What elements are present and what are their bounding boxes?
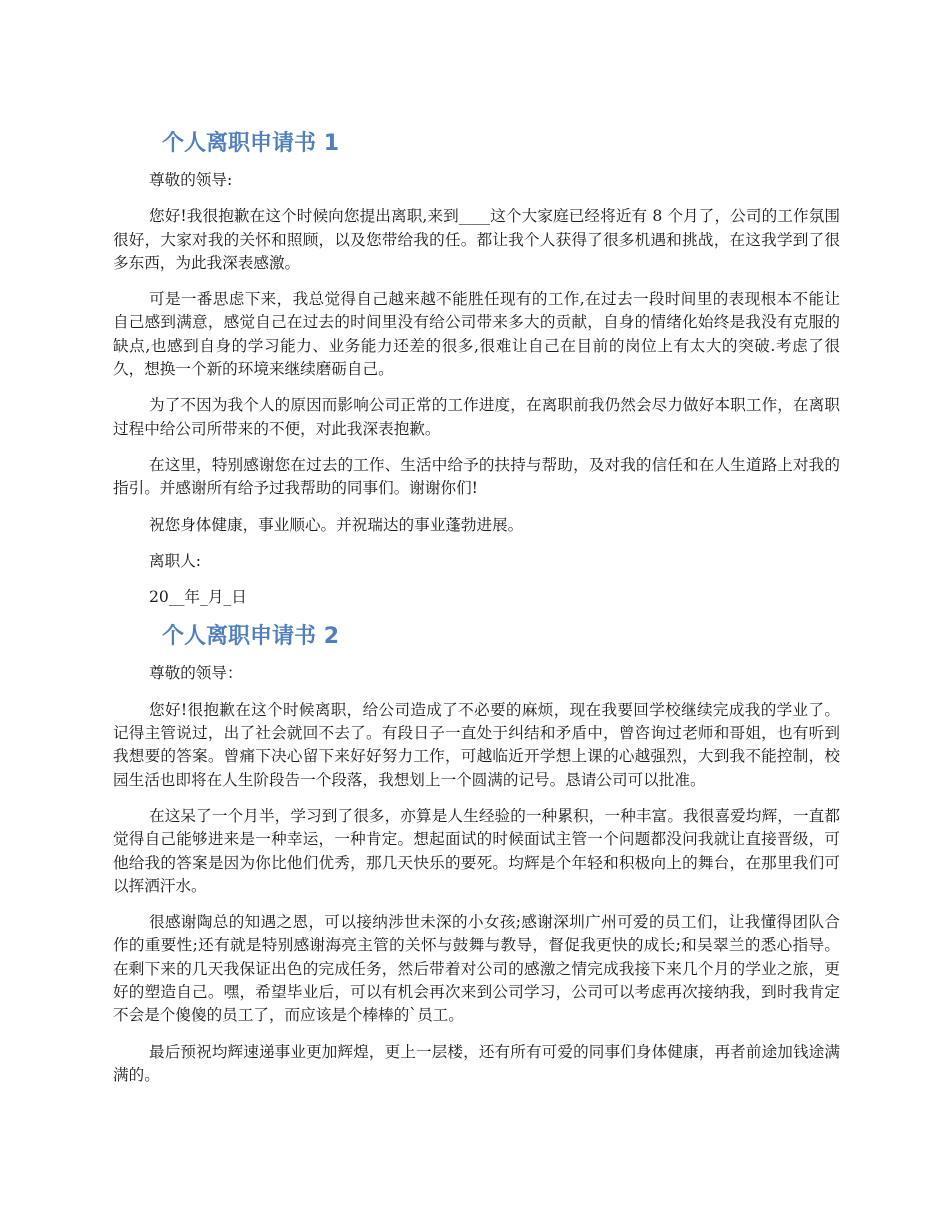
letter2-title-text: 个人离职申请书: [162, 624, 317, 650]
letter2-title-number: 2: [323, 624, 339, 650]
letter2-title: [162, 621, 840, 653]
letter1-paragraph: 为了不因为我个人的原因而影响公司正常的工作进度，在离职前我仍然会尽力做好本职工作，在离职过程中给公司所带来的不便，对此我深表抱歉。: [113, 396, 840, 438]
letter2-paragraph: 在这呆了一个月半，学习到了很多，亦算是人生经验的一种累积，一种丰富。我很喜爱均辉，一直都觉得自己能够进来是一种幸运，一种肯定。想起面试的时候面试主管一个问题都没问我就让直接晋级，可他给我的答案是因为你比他们优秀，那几天快乐的要死。均辉是个年轻和积极向上的舞台，在那里我们可以挥洒汗水。: [113, 806, 840, 895]
letter1-paragraph: 在这里，特别感谢您在过去的工作、生活中给予的扶持与帮助，及对我的信任和在人生道路上对我的指引。并感谢所有给予过我帮助的同事们。谢谢你们!: [113, 455, 840, 498]
letter1-title: [162, 128, 840, 160]
letter1-paragraph: 祝您身体健康，事业顺心。并祝瑞达的事业蓬勃进展。: [149, 515, 524, 534]
letter2-paragraph: 很感谢陶总的知遇之恩，可以接纳涉世未深的小女孩;感谢深圳广州可爱的员工们，让我懂得团队合作的重要性;还有就是特别感谢海亮主管的关怀与鼓舞与教导，督促我更快的成长;和吴翠兰的悉心指导。在剩下来的几天我保证出色的完成任务，然后带着对公司的感激之情完成我接下来几个月的学业之旅，更好的塑造自己。嘿，希望毕业后，可以有机会再次来到公司学习，公司可以考虑再次接纳我，到时我肯定不会是个傻傻的员工了，而应该是个棒棒的`员工。: [113, 913, 840, 1025]
letter1-paragraph: 可是一番思虑下来，我总觉得自己越来越不能胜任现有的工作,在过去一段时间里的表现根本不能让自己感到满意，感觉自己在过去的时间里没有给公司带来多大的贡献，自身的情绪化始终是我没有克服的缺点,也感到自身的学习能力、业务能力还差的很多,很难让自己在目前的岗位上有太大的突破.考虑了很久，想换一个新的环境来继续磨砺自己。: [113, 290, 840, 379]
letter1-signature-label: 离职人:: [149, 551, 202, 570]
letter2-paragraph: 最后预祝均辉速递事业更加辉煌，更上一层楼，还有所有可爱的同事们身体健康，再者前途加钱途满满的。: [113, 1042, 840, 1084]
letter1-date-line: 20__年_月_日: [149, 588, 247, 607]
letter1-salutation: 尊敬的领导:: [149, 171, 233, 189]
document-content: [113, 128, 840, 1087]
letter1-title-text: 个人离职申请书: [162, 131, 317, 156]
letter1-paragraph: 您好!我很抱歉在这个时候向您提出离职,来到____这个大家庭已经将近有 8 个月了，公司的工作氛围很好，大家对我的关怀和照顾，以及您带给我的任。都让我个人获得了很多机遇和挑战，在这我学到了很多东西，为此我深表感激。: [113, 207, 840, 272]
letter1-title-number: 1: [323, 131, 339, 156]
letter2-salutation: 尊敬的领导：: [149, 664, 243, 683]
letter2-paragraph: 您好!很抱歉在这个时候离职，给公司造成了不必要的麻烦，现在我要回学校继续完成我的学业了。记得主管说过，出了社会就回不去了。有段日子一直处于纠结和矛盾中，曾咨询过老师和哥姐，也有听到我想要的答案。曾痛下决心留下来好好努力工作，可越临近开学想上课的心越强烈，大到我不能控制，校园生活也即将在人生阶段告一个段落，我想划上一个圆满的记号。恳请公司可以批准。: [113, 700, 840, 789]
